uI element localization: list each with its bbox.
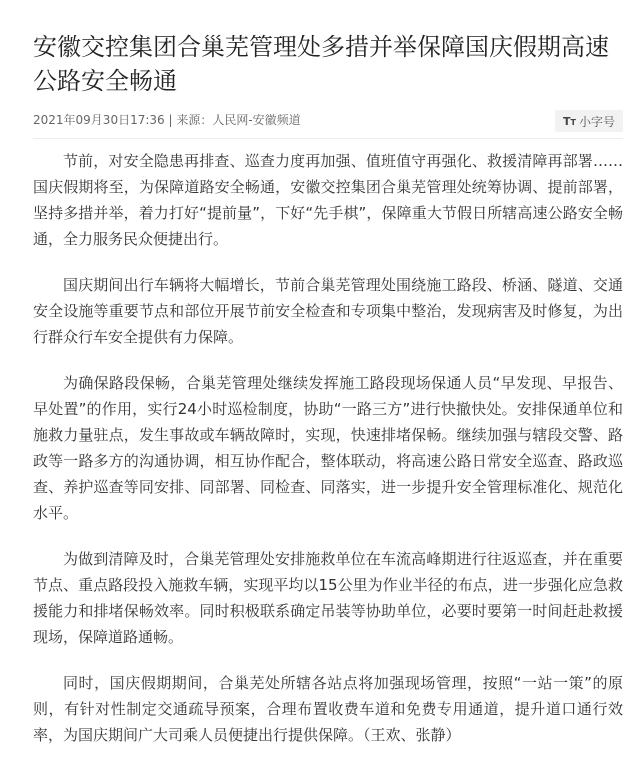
paragraph: 国庆期间出行车辆将大幅增长，节前合巢芜管理处围绕施工路段、桥涵、隧道、交通安全设施等重要节点和部位开展节前安全检查和专项集中整治，发现病害及时修复，为出行群众行车安全提供有力保障。 [33,276,623,346]
paragraph: 节前，对安全隐患再排查、巡查力度再加强、值班值守再强化、救援清障再部署……国庆假期将至，为保障道路安全畅通，安徽交控集团合巢芜管理处统筹协调、提前部署，坚持多措并举，着力打好“提前量”，下好“先手棋”，保障重大节假日所辖高速公路安全畅通，全力服务民众便捷出行。 [33,152,623,248]
divider [33,138,623,139]
article-body [33,148,623,768]
font-size-toggle-button[interactable] [555,110,623,132]
article-meta: 2021年09月30日17:36 | 来源：人民网-安徽频道 [33,113,301,127]
article-title: 安徽交控集团合巢芜管理处多措并举保障国庆假期高速公路安全畅通 [33,33,609,95]
paragraph: 为确保路段保畅，合巢芜管理处继续发挥施工路段现场保通人员“早发现、早报告、早处置”的作用，实行24小时巡检制度，协助“一路三方”进行快撤快处。安排保通单位和施救力量驻点，发生事故或车辆故障时，实现，快速排堵保畅。继续加强与辖段交警、路政等一路多方的沟通协调，相互协作配合，整体联动，将高速公路日常安全巡查、路政巡查、养护巡查等同安排、同部署、同检查、同落实，进一步提升安全管理标准化、规范化水平。 [33,374,623,522]
font-size-label: 小字号 [578,114,615,129]
text-size-icon: TT [563,114,576,128]
paragraph: 同时，国庆假期期间，合巢芜处所辖各站点将加强现场管理，按照“一站一策”的原则，有针对性制定交通疏导预案，合理布置收费车道和免费专用通道，提升道口通行效率，为国庆期间广大司乘人员便捷出行提供保障。（王欢、张静） [33,674,623,744]
paragraph: 为做到清障及时，合巢芜管理处安排施救单位在车流高峰期进行往返巡查，并在重要节点、重点路段投入施救车辆，实现平均以15公里为作业半径的布点，进一步强化应急救援能力和排堵保畅效率。同时积极联系确定吊装等协助单位，必要时要第一时间赶赴救援现场，保障道路通畅。 [33,550,623,646]
